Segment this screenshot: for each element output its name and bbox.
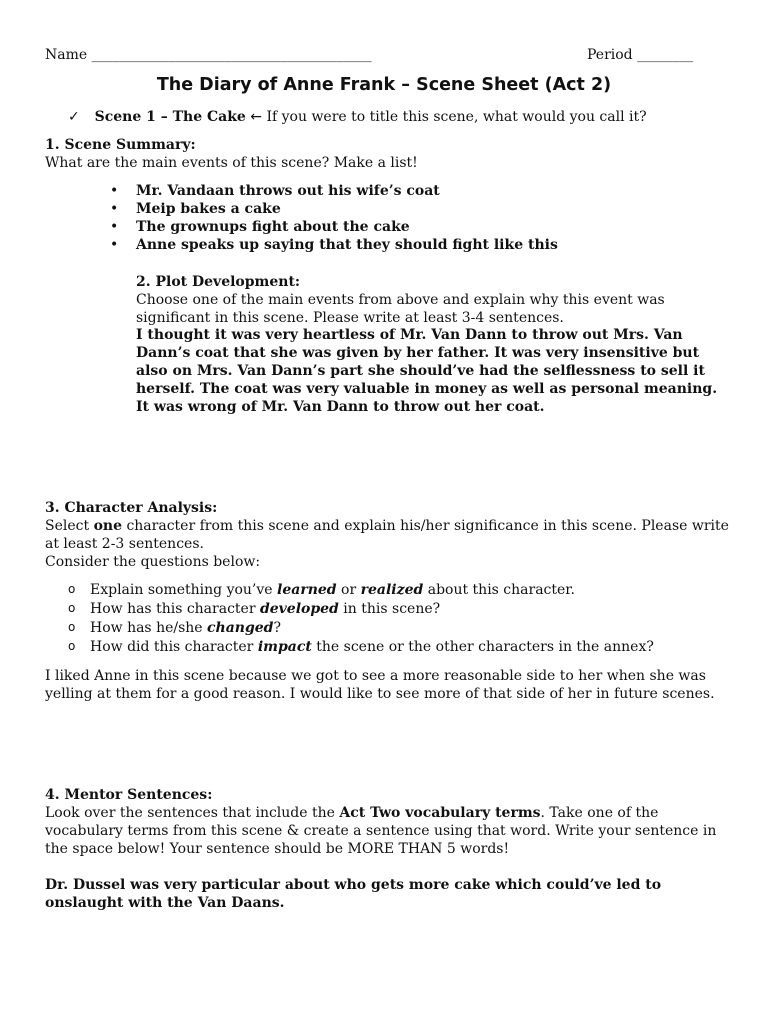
list-item: o How did this character impact the scene or the other characters in the annex? <box>68 638 728 657</box>
list-item: o Explain something you’ve learned or realized about this character. <box>68 581 728 600</box>
section-4-heading: 4. Mentor Sentences: <box>45 787 213 803</box>
list-item: o How has this character developed in this scene? <box>68 600 728 619</box>
scene-title: Scene 1 – The Cake <box>94 109 246 125</box>
section-2-heading: 2. Plot Development: <box>136 274 301 290</box>
section-1-question: What are the main events of this scene? Make a list! <box>45 155 418 171</box>
section-3-answer: I liked Anne in this scene because we got to see a more reasonable side to her when she was yelling at them for a good reason. I would like to see more of that side of her in future scenes. <box>45 668 715 702</box>
section-3-heading: 3. Character Analysis: <box>45 500 218 516</box>
section-4-question: Look over the sentences that include the Act Two vocabulary terms. Take one of the vocabulary terms from this scene & create a sentence using that word. Write your sentence in the space below! Your sentence should be MORE THAN 5 words! <box>45 805 717 857</box>
list-item: • Meip bakes a cake <box>110 200 730 218</box>
section-2-answer: I thought it was very heartless of Mr. Van Dann to throw out Mrs. Van Dann’s coat that she was given by her father. It was very insensitive but also on Mrs. Van Dann’s part she should’ve had the selflessness to sell it herself. The coat was very valuable in money as well as personal meaning. It was wrong of Mr. Van Dann to throw out her coat. <box>136 327 718 415</box>
name-field-label: Name ________________________________________ <box>45 47 372 63</box>
checkmark-icon: ✓ <box>68 109 80 125</box>
left-arrow-icon: ← <box>250 109 263 125</box>
list-item: o How has he/she changed? <box>68 619 728 638</box>
event-list <box>110 182 730 254</box>
section-4-answer: Dr. Dussel was very particular about who gets more cake which could’ve led to onslaught with the Van Daans. <box>45 877 662 911</box>
list-item: • Mr. Vandaan throws out his wife’s coat <box>110 182 730 200</box>
page-title: The Diary of Anne Frank – Scene Sheet (Act 2) <box>156 75 612 95</box>
question-list <box>68 581 728 657</box>
section-3-consider: Consider the questions below: <box>45 554 261 570</box>
scene-prompt: If you were to title this scene, what would you call it? <box>266 109 647 125</box>
period-field-label: Period ________ <box>587 47 694 63</box>
section-3-question: Select one character from this scene and explain his/her significance in this scene. Please write at least 2-3 sentences. <box>45 518 729 552</box>
list-item: • The grownups fight about the cake <box>110 218 730 236</box>
section-1-heading: 1. Scene Summary: <box>45 137 196 153</box>
section-2-question: Choose one of the main events from above and explain why this event was significant in this scene. Please write at least 3-4 sentences. <box>136 292 665 326</box>
list-item: • Anne speaks up saying that they should fight like this <box>110 236 730 254</box>
scene-line <box>68 108 647 126</box>
